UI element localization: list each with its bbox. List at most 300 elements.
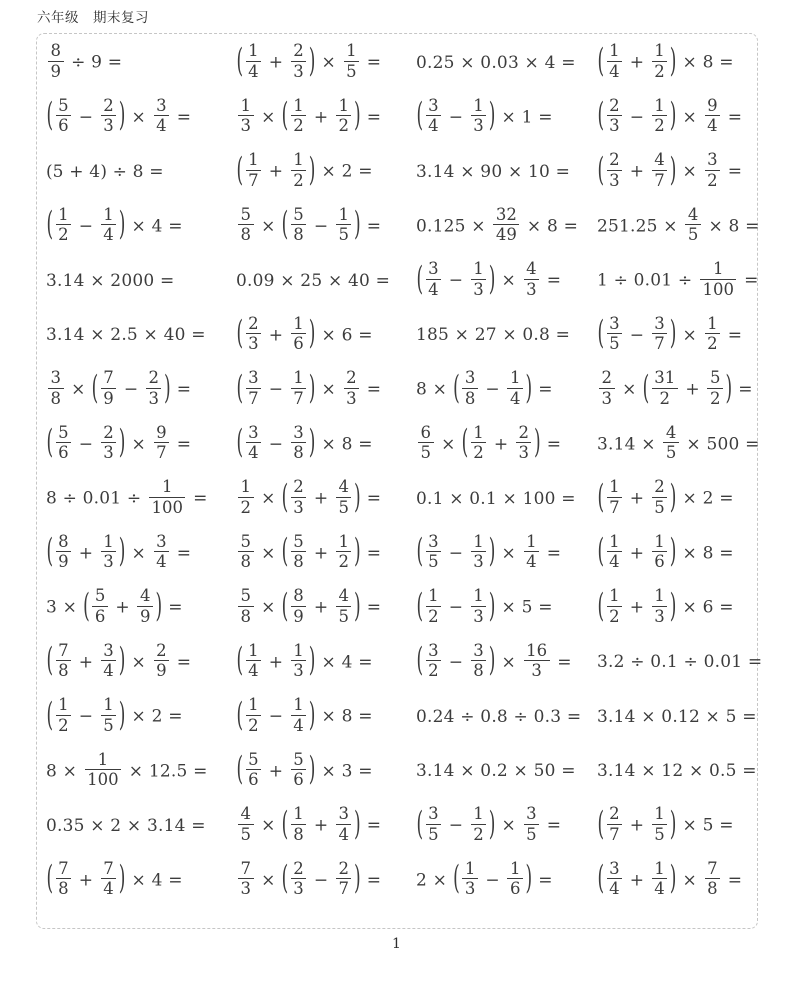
math-text: = — [732, 379, 753, 400]
fraction — [524, 641, 550, 681]
fraction-denominator: 8 — [48, 388, 64, 408]
math-text: = — [162, 597, 183, 618]
expression — [236, 422, 373, 465]
fraction-denominator: 3 — [471, 279, 487, 299]
fraction-denominator: 3 — [344, 388, 360, 408]
math-text: = — [722, 325, 743, 346]
fraction-numerator: 2 — [156, 640, 167, 660]
fraction — [238, 586, 254, 626]
problem-r15-c4 — [597, 799, 762, 854]
math-text: × 8 = — [521, 216, 579, 237]
fraction-denominator: 2 — [652, 115, 668, 135]
problem-r12-c3 — [416, 636, 597, 691]
math-text: = — [361, 107, 382, 128]
problem-r9-c3 — [416, 472, 597, 527]
problem-r2-c4 — [597, 91, 762, 146]
math-text: 3.14 × 0.2 × 50 = — [416, 761, 576, 782]
problem-r6-c1 — [46, 309, 236, 364]
expression — [597, 261, 759, 301]
math-text: 0.1 × 0.1 × 100 = — [416, 488, 576, 509]
paren: ) — [353, 97, 361, 136]
math-text: − — [443, 652, 469, 673]
paren: ) — [155, 587, 163, 626]
paren: ( — [597, 587, 605, 626]
fraction — [426, 804, 442, 844]
paren: ) — [669, 315, 677, 354]
fraction-numerator: 9 — [707, 95, 718, 115]
expression — [46, 43, 122, 83]
expression — [236, 95, 382, 138]
fraction — [246, 150, 262, 190]
fraction-denominator: 2 — [336, 115, 352, 135]
math-text: 8 ÷ 0.01 ÷ — [46, 488, 147, 509]
fraction-denominator: 8 — [56, 660, 72, 680]
paren: ( — [416, 587, 424, 626]
fraction-numerator: 1 — [161, 477, 173, 497]
problem-r3-c3 — [416, 145, 597, 200]
math-text: + — [73, 543, 99, 564]
fraction-denominator: 5 — [685, 224, 701, 244]
expression — [46, 327, 206, 344]
paren: ) — [488, 642, 496, 681]
expression — [46, 479, 208, 519]
fraction-denominator: 4 — [426, 279, 442, 299]
paren: ( — [597, 533, 605, 572]
fraction-numerator: 1 — [248, 150, 259, 170]
fraction — [238, 477, 254, 517]
math-text: − — [443, 543, 469, 564]
fraction-denominator: 7 — [336, 878, 352, 898]
paren: ) — [488, 805, 496, 844]
fraction-numerator: 3 — [609, 313, 620, 333]
math-text: × — [255, 597, 282, 618]
problem-r7-c2 — [236, 363, 416, 418]
paren: ) — [669, 860, 677, 899]
math-text: − — [73, 107, 99, 128]
fraction — [426, 259, 442, 299]
fraction-denominator: 3 — [599, 388, 615, 408]
fraction — [652, 314, 668, 354]
fraction — [246, 695, 262, 735]
math-text: × 1 = — [495, 107, 553, 128]
problem-r6-c3 — [416, 309, 597, 364]
fraction-denominator: 3 — [652, 606, 668, 626]
fraction-numerator: 3 — [156, 95, 167, 115]
fraction — [344, 41, 360, 81]
math-text: − — [624, 107, 650, 128]
problem-r16-c2 — [236, 854, 416, 909]
paren: ) — [308, 369, 316, 408]
math-text: 2 × — [416, 870, 453, 891]
paren: ( — [597, 42, 605, 81]
fraction-denominator: 2 — [336, 551, 352, 571]
math-text: + — [73, 652, 99, 673]
fraction — [336, 96, 352, 136]
math-text: 0.24 ÷ 0.8 ÷ 0.3 = — [416, 706, 582, 727]
math-text: 8 × — [46, 761, 83, 782]
math-text: 1 ÷ 0.01 ÷ — [597, 270, 698, 291]
fraction — [418, 423, 434, 463]
math-text: − — [263, 379, 289, 400]
problem-r8-c2 — [236, 418, 416, 473]
fraction-denominator: 8 — [291, 224, 307, 244]
math-text: = — [361, 815, 382, 836]
fraction-numerator: 4 — [654, 150, 665, 170]
math-text: × 6 = — [676, 597, 734, 618]
page-header — [37, 6, 149, 26]
expression — [236, 270, 391, 291]
fraction-numerator: 5 — [709, 368, 721, 388]
fraction-numerator: 2 — [103, 422, 114, 442]
math-text: − — [308, 870, 334, 891]
fraction-numerator: 1 — [473, 804, 484, 824]
paren: ) — [353, 478, 361, 517]
fraction — [154, 96, 170, 136]
fraction — [291, 150, 307, 190]
math-text: − — [624, 325, 650, 346]
fraction-denominator: 8 — [56, 878, 72, 898]
expression — [416, 95, 553, 138]
fraction-numerator: 5 — [94, 586, 106, 606]
fraction-denominator: 2 — [607, 606, 623, 626]
fraction-numerator: 2 — [609, 150, 620, 170]
paren: ( — [453, 369, 460, 408]
fraction-numerator: 1 — [654, 586, 665, 606]
fraction-denominator: 9 — [291, 606, 307, 626]
fraction-numerator: 3 — [428, 640, 439, 660]
problem-r3-c2 — [236, 145, 416, 200]
fraction — [85, 750, 122, 790]
fraction-numerator: 2 — [518, 422, 529, 442]
paren: ( — [281, 860, 289, 899]
fraction-denominator: 5 — [336, 606, 352, 626]
fraction-denominator: 4 — [101, 878, 117, 898]
paren: ( — [416, 642, 424, 681]
fraction-numerator: 1 — [609, 41, 620, 61]
expression — [416, 422, 562, 465]
fraction-denominator: 7 — [652, 333, 668, 353]
fraction — [471, 259, 487, 299]
problem-r9-c2 — [236, 472, 416, 527]
math-text: 251.25 × — [597, 216, 684, 237]
math-text: = — [722, 107, 743, 128]
expression — [46, 640, 192, 683]
fraction — [149, 477, 186, 517]
fraction — [705, 150, 721, 190]
math-text: = — [361, 216, 382, 237]
problem-r1-c2 — [236, 36, 416, 91]
fraction-numerator: 2 — [601, 368, 612, 388]
fraction-denominator: 8 — [705, 878, 721, 898]
fraction — [599, 368, 615, 408]
fraction-denominator: 3 — [246, 333, 262, 353]
fraction-denominator: 100 — [85, 769, 122, 789]
expression — [46, 531, 192, 574]
paren: ) — [308, 315, 316, 354]
fraction-denominator: 49 — [493, 224, 519, 244]
paren: ) — [118, 696, 126, 735]
math-text: 3.14 × 2000 = — [46, 270, 175, 291]
fraction-numerator: 1 — [293, 95, 304, 115]
problem-r12-c1 — [46, 636, 236, 691]
math-text: = — [361, 488, 382, 509]
fraction-denominator: 4 — [607, 61, 623, 81]
math-text: × 4 = — [125, 216, 183, 237]
fraction — [652, 532, 668, 572]
math-text: + — [73, 870, 99, 891]
problem-r13-c2 — [236, 690, 416, 745]
fraction — [652, 859, 668, 899]
math-text: = — [532, 870, 553, 891]
fraction-denominator: 3 — [238, 878, 254, 898]
fraction-denominator: 2 — [652, 61, 668, 81]
fraction-denominator: 3 — [291, 660, 307, 680]
fraction — [652, 96, 668, 136]
expression — [416, 706, 582, 727]
math-text: + — [308, 488, 334, 509]
fraction-numerator: 5 — [240, 586, 251, 606]
problem-r8-c1 — [46, 418, 236, 473]
paren: ( — [46, 206, 54, 245]
math-text: × — [495, 652, 522, 673]
fraction-numerator: 2 — [346, 368, 357, 388]
paren: ( — [236, 42, 244, 81]
fraction-denominator: 6 — [56, 115, 72, 135]
paren: ( — [597, 860, 605, 899]
math-text: 8 × — [416, 379, 453, 400]
fraction-numerator: 2 — [654, 477, 665, 497]
problem-r11-c4 — [597, 581, 762, 636]
fraction-numerator: 1 — [58, 204, 69, 224]
fraction-denominator: 2 — [246, 715, 262, 735]
fraction — [607, 314, 623, 354]
fraction-numerator: 4 — [526, 259, 537, 279]
math-text: = — [551, 652, 572, 673]
fraction-numerator: 5 — [58, 422, 69, 442]
fraction — [101, 368, 117, 408]
math-text: − — [443, 270, 469, 291]
paren: ) — [118, 206, 126, 245]
fraction — [56, 532, 72, 572]
fraction-denominator: 4 — [607, 551, 623, 571]
fraction — [246, 368, 262, 408]
fraction-denominator: 6 — [652, 551, 668, 571]
paren: ) — [308, 424, 316, 463]
math-text: × 3 = — [315, 761, 373, 782]
fraction-numerator: 1 — [428, 586, 439, 606]
math-text: × 8 = — [702, 216, 760, 237]
math-text: + — [624, 597, 650, 618]
expression — [46, 749, 208, 792]
paren: ) — [308, 151, 316, 190]
fraction-numerator: 3 — [428, 95, 439, 115]
math-text: × 8 = — [676, 543, 734, 564]
paren: ) — [669, 97, 677, 136]
expression — [597, 152, 742, 192]
fraction — [238, 532, 254, 572]
expression — [597, 588, 734, 628]
expression — [416, 488, 576, 509]
math-text: × — [495, 543, 522, 564]
math-text: − — [73, 706, 99, 727]
expression — [46, 270, 175, 291]
problem-r1-c3 — [416, 36, 597, 91]
math-text: + — [624, 815, 650, 836]
fraction-denominator: 3 — [146, 388, 162, 408]
fraction-denominator: 6 — [92, 606, 108, 626]
fraction-denominator: 2 — [291, 170, 307, 190]
math-text: × — [125, 652, 152, 673]
paren: ( — [46, 424, 54, 463]
expression — [236, 749, 373, 792]
math-text: = — [738, 270, 759, 291]
problem-r14-c2 — [236, 745, 416, 800]
paren: ( — [281, 97, 289, 136]
fraction-numerator: 3 — [248, 368, 259, 388]
fraction-numerator: 4 — [687, 204, 699, 224]
problem-r16-c3 — [416, 854, 597, 909]
fraction-numerator: 1 — [509, 368, 521, 388]
math-text: × 8 = — [676, 52, 734, 73]
math-text: × 500 = — [680, 434, 760, 455]
fraction-denominator: 5 — [426, 551, 442, 571]
problem-r5-c2 — [236, 254, 416, 309]
paren: ) — [488, 97, 496, 136]
math-text: × — [255, 543, 282, 564]
fraction-denominator: 4 — [154, 115, 170, 135]
expression — [416, 588, 553, 628]
fraction — [56, 423, 72, 463]
expression — [597, 806, 734, 846]
fraction-numerator: 2 — [103, 95, 114, 115]
paren: ) — [669, 533, 677, 572]
expression — [46, 422, 192, 465]
fraction-denominator: 100 — [700, 279, 737, 299]
fraction-numerator: 4 — [240, 804, 251, 824]
math-text: × 2 = — [125, 706, 183, 727]
fraction — [507, 368, 523, 408]
fraction-numerator: 1 — [473, 259, 484, 279]
fraction-denominator: 4 — [246, 61, 262, 81]
paren: ) — [308, 696, 316, 735]
math-text: × — [65, 379, 92, 400]
fraction-numerator: 7 — [103, 858, 114, 878]
fraction — [291, 423, 307, 463]
math-text: = — [361, 870, 382, 891]
fraction-numerator: 7 — [103, 368, 114, 388]
fraction — [705, 859, 721, 899]
fraction-numerator: 4 — [665, 422, 677, 442]
math-text: = — [541, 270, 562, 291]
fraction — [238, 96, 254, 136]
problem-r5-c3 — [416, 254, 597, 309]
fraction-numerator: 1 — [338, 95, 349, 115]
fraction-denominator: 100 — [149, 497, 186, 517]
fraction — [238, 804, 254, 844]
paren: ( — [597, 478, 605, 517]
math-text: × — [676, 870, 703, 891]
fraction-denominator: 3 — [516, 442, 532, 462]
paren: ( — [453, 860, 460, 899]
fraction-denominator: 3 — [471, 115, 487, 135]
paren: ( — [236, 751, 244, 790]
math-text: = — [541, 815, 562, 836]
math-text: × — [495, 815, 522, 836]
problem-r7-c4 — [597, 363, 762, 418]
fraction-numerator: 1 — [526, 531, 537, 551]
expression — [236, 152, 373, 192]
fraction — [291, 750, 307, 790]
fraction — [426, 641, 442, 681]
math-text: = — [171, 107, 192, 128]
math-text: − — [479, 870, 506, 891]
fraction — [48, 368, 64, 408]
expression — [236, 858, 382, 901]
fraction — [101, 96, 117, 136]
expression — [236, 531, 382, 574]
fraction — [524, 532, 540, 572]
fraction — [663, 423, 679, 463]
fraction-denominator: 3 — [238, 115, 254, 135]
fraction-numerator: 3 — [654, 313, 665, 333]
fraction — [607, 477, 623, 517]
fraction — [652, 477, 668, 517]
fraction — [154, 423, 170, 463]
math-text: 3.14 × 12 × 0.5 = — [597, 761, 757, 782]
fraction-denominator: 8 — [291, 442, 307, 462]
fraction-denominator: 7 — [652, 170, 668, 190]
fraction-denominator: 2 — [238, 497, 254, 517]
problem-r4-c3 — [416, 200, 597, 255]
paren: ( — [281, 478, 289, 517]
fraction — [426, 586, 442, 626]
math-text: × — [315, 379, 342, 400]
fraction-numerator: 1 — [97, 749, 109, 769]
math-text: × — [435, 434, 462, 455]
paren: ( — [416, 260, 424, 299]
fraction-numerator: 1 — [654, 804, 665, 824]
fraction — [471, 96, 487, 136]
fraction-numerator: 1 — [346, 41, 357, 61]
fraction-denominator: 5 — [101, 715, 117, 735]
fraction-numerator: 1 — [464, 858, 476, 878]
fraction-numerator: 5 — [293, 749, 304, 769]
math-text: × — [255, 488, 282, 509]
paren: ) — [308, 42, 316, 81]
page-footer — [0, 936, 793, 952]
expression — [236, 370, 381, 410]
paren: ) — [353, 206, 361, 245]
expression — [416, 204, 579, 247]
fraction-numerator: 2 — [609, 804, 620, 824]
paren: ) — [488, 587, 496, 626]
expression — [236, 588, 381, 628]
fraction — [137, 586, 153, 626]
problem-r9-c4 — [597, 472, 762, 527]
fraction — [607, 532, 623, 572]
fraction-denominator: 2 — [707, 388, 723, 408]
math-text: × — [255, 107, 282, 128]
fraction-numerator: 5 — [240, 531, 251, 551]
paren: ) — [669, 151, 677, 190]
math-text: × — [315, 52, 342, 73]
fraction-numerator: 3 — [473, 640, 484, 660]
paren: ( — [236, 642, 244, 681]
math-text: × 6 = — [315, 325, 373, 346]
fraction-numerator: 2 — [293, 477, 304, 497]
math-text: + — [109, 597, 136, 618]
problem-r6-c2 — [236, 309, 416, 364]
